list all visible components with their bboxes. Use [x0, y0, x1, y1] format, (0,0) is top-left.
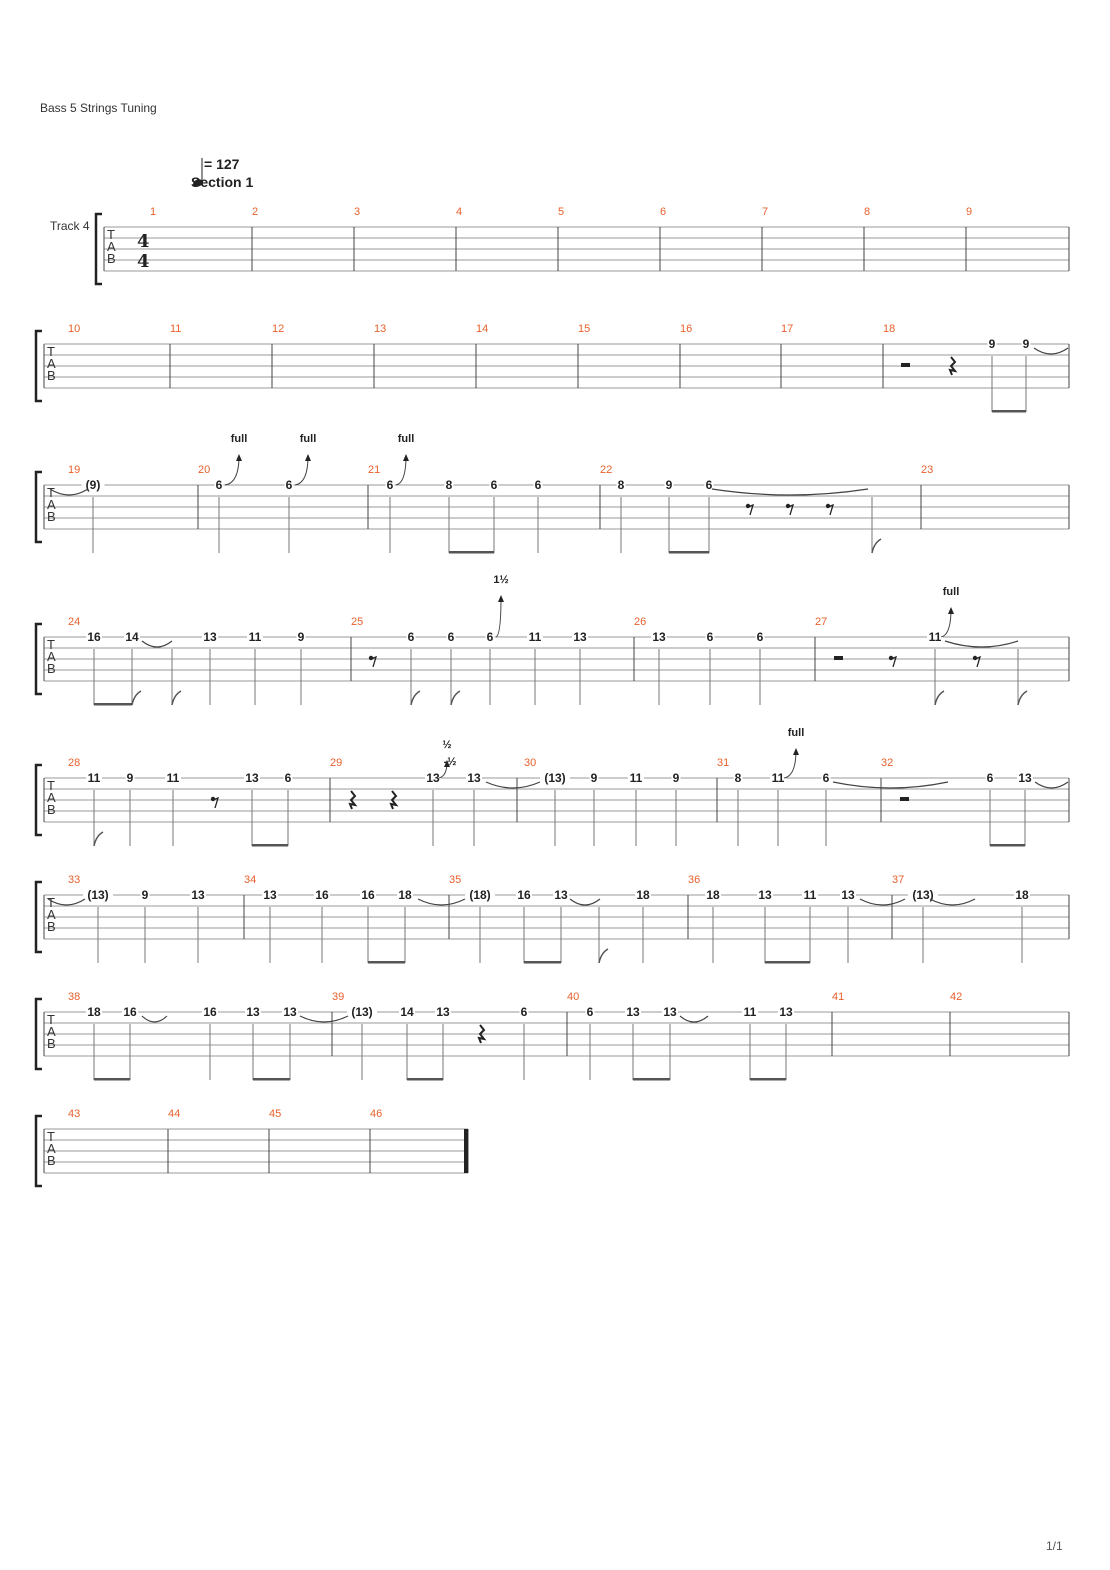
fret-number: 13 [652, 630, 666, 644]
note-beam [669, 551, 709, 554]
system-brace [36, 882, 42, 952]
tie-arc [860, 899, 905, 905]
bend-arrow-icon [793, 748, 799, 755]
fret-number: 11 [248, 630, 262, 644]
tab-clef-letter: T [107, 227, 115, 242]
fret-number: 11 [803, 888, 817, 902]
tab-clef-letter: B [47, 1036, 56, 1051]
fret-number: 18 [706, 888, 720, 902]
system-brace [36, 999, 42, 1069]
tab-clef-letter: T [47, 895, 55, 910]
system-brace [96, 214, 102, 284]
fret-number: (13) [912, 888, 934, 902]
note-beam [992, 410, 1026, 413]
measure-number: 13 [374, 323, 387, 335]
measure-number: 4 [456, 206, 463, 218]
bend-amount: full [299, 433, 317, 445]
half-rest [901, 363, 910, 367]
note-beam [750, 1078, 786, 1081]
eighth-rest [975, 657, 980, 667]
fret-number: 6 [586, 1005, 594, 1019]
tempo-marking: = 127 [204, 156, 240, 172]
tab-clef-letter: T [47, 778, 55, 793]
measure-number: 8 [864, 206, 871, 218]
fret-number: 11 [166, 771, 180, 785]
fret-number: 13 [283, 1005, 297, 1019]
fret-number: 9 [672, 771, 680, 785]
tie-arc [1034, 348, 1068, 354]
fret-number: 14 [400, 1005, 414, 1019]
fret-number: 9 [141, 888, 149, 902]
time-signature-numerator: 4 [137, 231, 150, 252]
fret-number: 13 [779, 1005, 793, 1019]
measure-number: 19 [68, 464, 81, 476]
fret-number: 9 [297, 630, 305, 644]
measure-number: 33 [68, 874, 81, 886]
fret-number: 6 [386, 478, 394, 492]
measure-number: 41 [832, 991, 845, 1003]
eighth-rest [213, 798, 218, 808]
fret-number: 16 [123, 1005, 137, 1019]
measure-number: 17 [781, 323, 794, 335]
measure-number: 15 [578, 323, 591, 335]
fret-number: 18 [636, 888, 650, 902]
tab-clef-letter: B [47, 661, 56, 676]
note-beam [449, 551, 494, 554]
fret-number: 18 [1015, 888, 1029, 902]
tie-arc [142, 641, 172, 647]
fret-number: 14 [125, 630, 139, 644]
measure-number: 11 [170, 323, 182, 335]
tab-clef-letter: T [47, 1129, 55, 1144]
tie-arc [833, 782, 948, 788]
bend-amount: full [942, 586, 960, 598]
tab-clef-letter: B [47, 509, 56, 524]
measure-number: 20 [198, 464, 211, 476]
measure-number: 39 [332, 991, 345, 1003]
measure-number: 38 [68, 991, 81, 1003]
measure-number: 24 [68, 616, 81, 628]
fret-number: (13) [351, 1005, 373, 1019]
note-flag [451, 691, 460, 705]
fret-number: 13 [841, 888, 855, 902]
fret-number: (13) [544, 771, 566, 785]
tie-arc [142, 1016, 167, 1022]
final-barline [464, 1129, 468, 1173]
tab-clef-letter: A [47, 497, 56, 512]
fret-number: 16 [517, 888, 531, 902]
bend-amount: full [230, 433, 248, 445]
note-beam [368, 961, 405, 964]
measure-number: 3 [354, 206, 361, 218]
note-flag [94, 832, 103, 846]
measure-number: 28 [68, 757, 81, 769]
note-flag [1018, 691, 1027, 705]
fret-number: 18 [87, 1005, 101, 1019]
fret-number: 6 [285, 478, 293, 492]
tab-clef-letter: A [47, 649, 56, 664]
fret-number: 11 [629, 771, 643, 785]
measure-number: 25 [351, 616, 364, 628]
tab-clef-letter: B [47, 1153, 56, 1168]
tab-clef-letter: T [47, 637, 55, 652]
fret-number: 9 [1022, 337, 1030, 351]
measure-number: 26 [634, 616, 647, 628]
fret-number: 6 [520, 1005, 528, 1019]
tab-clef-letter: A [47, 356, 56, 371]
note-flag [132, 691, 141, 705]
fret-number: 6 [490, 478, 498, 492]
note-beam [253, 1078, 290, 1081]
note-beam [252, 844, 288, 847]
fret-number: 11 [771, 771, 785, 785]
tie-arc [945, 641, 1018, 647]
time-signature-denominator: 4 [137, 251, 150, 272]
eighth-rest [371, 657, 376, 667]
fret-number: 11 [928, 630, 942, 644]
bend-curve [496, 597, 501, 637]
fret-number: 13 [467, 771, 481, 785]
measure-number: 5 [558, 206, 565, 218]
tab-clef-letter: A [47, 1024, 56, 1039]
measure-number: 34 [244, 874, 257, 886]
bend-arrow-icon [403, 454, 409, 461]
measure-number: 46 [370, 1108, 383, 1120]
tab-clef-letter: T [47, 485, 55, 500]
measure-number: 40 [567, 991, 580, 1003]
fret-number: 16 [87, 630, 101, 644]
section-label: Section 1 [191, 174, 254, 190]
system-brace [36, 624, 42, 694]
fret-number: 13 [246, 1005, 260, 1019]
fret-number: 6 [705, 478, 713, 492]
fret-number: 9 [988, 337, 996, 351]
half-rest [900, 797, 909, 801]
tie-arc [1035, 782, 1068, 788]
measure-number: 32 [881, 757, 894, 769]
fret-number: 13 [436, 1005, 450, 1019]
fret-number: 6 [756, 630, 764, 644]
measure-number: 35 [449, 874, 462, 886]
bend-amount: full [787, 727, 805, 739]
tab-clef-letter: A [47, 907, 56, 922]
fret-number: 6 [986, 771, 994, 785]
measure-number: 30 [524, 757, 537, 769]
fret-number: 6 [822, 771, 830, 785]
bend-arrow-icon [305, 454, 311, 461]
fret-number: 11 [743, 1005, 757, 1019]
fret-number: 8 [617, 478, 625, 492]
eighth-rest [748, 505, 753, 515]
fret-number: 13 [758, 888, 772, 902]
measure-number: 43 [68, 1108, 81, 1120]
measure-number: 9 [966, 206, 973, 218]
measure-number: 36 [688, 874, 701, 886]
note-beam [633, 1078, 670, 1081]
fret-number: 13 [554, 888, 568, 902]
fret-number: 9 [590, 771, 598, 785]
note-flag [411, 691, 420, 705]
fret-number: (9) [85, 478, 101, 492]
note-beam [990, 844, 1025, 847]
fret-number: 13 [573, 630, 587, 644]
fret-number: 6 [284, 771, 292, 785]
measure-number: 16 [680, 323, 693, 335]
measure-number: 2 [252, 206, 259, 218]
measure-number: 23 [921, 464, 934, 476]
fret-number: 16 [203, 1005, 217, 1019]
fret-number: 13 [663, 1005, 677, 1019]
measure-number: 29 [330, 757, 343, 769]
measure-number: 44 [168, 1108, 181, 1120]
bend-amount: -½ [443, 756, 457, 768]
note-beam [407, 1078, 443, 1081]
fret-number: 13 [245, 771, 259, 785]
measure-number: 45 [269, 1108, 282, 1120]
system-brace [36, 1116, 42, 1186]
note-beam [765, 961, 810, 964]
note-flag [872, 539, 881, 553]
fret-number: 11 [528, 630, 542, 644]
fret-number: 18 [398, 888, 412, 902]
bend-amount: ½ [442, 739, 452, 751]
tab-clef-letter: A [47, 790, 56, 805]
tie-arc [570, 899, 600, 905]
fret-number: 13 [191, 888, 205, 902]
fret-number: 11 [87, 771, 101, 785]
eighth-rest [788, 505, 793, 515]
fret-number: 13 [426, 771, 440, 785]
fret-number: 6 [407, 630, 415, 644]
note-flag [935, 691, 944, 705]
tab-clef-letter: A [47, 1141, 56, 1156]
measure-number: 27 [815, 616, 828, 628]
bend-amount: full [397, 433, 415, 445]
measure-number: 1 [150, 206, 157, 218]
measure-number: 18 [883, 323, 896, 335]
note-beam [524, 961, 561, 964]
tie-arc [486, 782, 540, 788]
fret-number: 9 [126, 771, 134, 785]
fret-number: 6 [534, 478, 542, 492]
fret-number: 16 [361, 888, 375, 902]
tab-clef-letter: B [47, 919, 56, 934]
bend-arrow-icon [948, 607, 954, 614]
fret-number: (13) [87, 888, 109, 902]
fret-number: 6 [486, 630, 494, 644]
system-brace [36, 331, 42, 401]
eighth-rest [828, 505, 833, 515]
measure-number: 10 [68, 323, 81, 335]
fret-number: 8 [445, 478, 453, 492]
tab-clef-letter: B [47, 368, 56, 383]
fret-number: 13 [263, 888, 277, 902]
fret-number: 6 [706, 630, 714, 644]
fret-number: 13 [1018, 771, 1032, 785]
measure-number: 7 [762, 206, 769, 218]
system-brace [36, 765, 42, 835]
tie-arc [418, 899, 465, 905]
system-brace [36, 472, 42, 542]
fret-number: 16 [315, 888, 329, 902]
eighth-rest [891, 657, 896, 667]
note-beam [94, 703, 132, 706]
bend-amount: 1½ [493, 574, 509, 586]
tuning-label: Bass 5 Strings Tuning [40, 101, 157, 115]
tie-arc [680, 1016, 708, 1022]
measure-number: 37 [892, 874, 905, 886]
tab-clef-letter: B [47, 802, 56, 817]
fret-number: 6 [215, 478, 223, 492]
measure-number: 22 [600, 464, 613, 476]
tab-clef-letter: B [107, 251, 116, 266]
fret-number: 8 [734, 771, 742, 785]
fret-number: 13 [203, 630, 217, 644]
measure-number: 12 [272, 323, 285, 335]
note-flag [599, 949, 608, 963]
fret-number: 9 [665, 478, 673, 492]
measure-number: 31 [717, 757, 730, 769]
tab-clef-letter: T [47, 1012, 55, 1027]
bend-arrow-icon [236, 454, 242, 461]
note-beam [94, 1078, 130, 1081]
tab-clef-letter: A [107, 239, 116, 254]
tab-clef-letter: T [47, 344, 55, 359]
track-name: Track 4 [50, 219, 90, 233]
measure-number: 6 [660, 206, 667, 218]
half-rest [834, 656, 843, 660]
tie-arc [300, 1016, 348, 1022]
bend-arrow-icon [498, 595, 504, 602]
measure-number: 21 [368, 464, 381, 476]
measure-number: 42 [950, 991, 963, 1003]
fret-number: 6 [447, 630, 455, 644]
fret-number: (18) [469, 888, 491, 902]
note-flag [172, 691, 181, 705]
page-number: 1/1 [1046, 1539, 1063, 1553]
fret-number: 13 [626, 1005, 640, 1019]
tie-arc [712, 489, 868, 495]
measure-number: 14 [476, 323, 489, 335]
